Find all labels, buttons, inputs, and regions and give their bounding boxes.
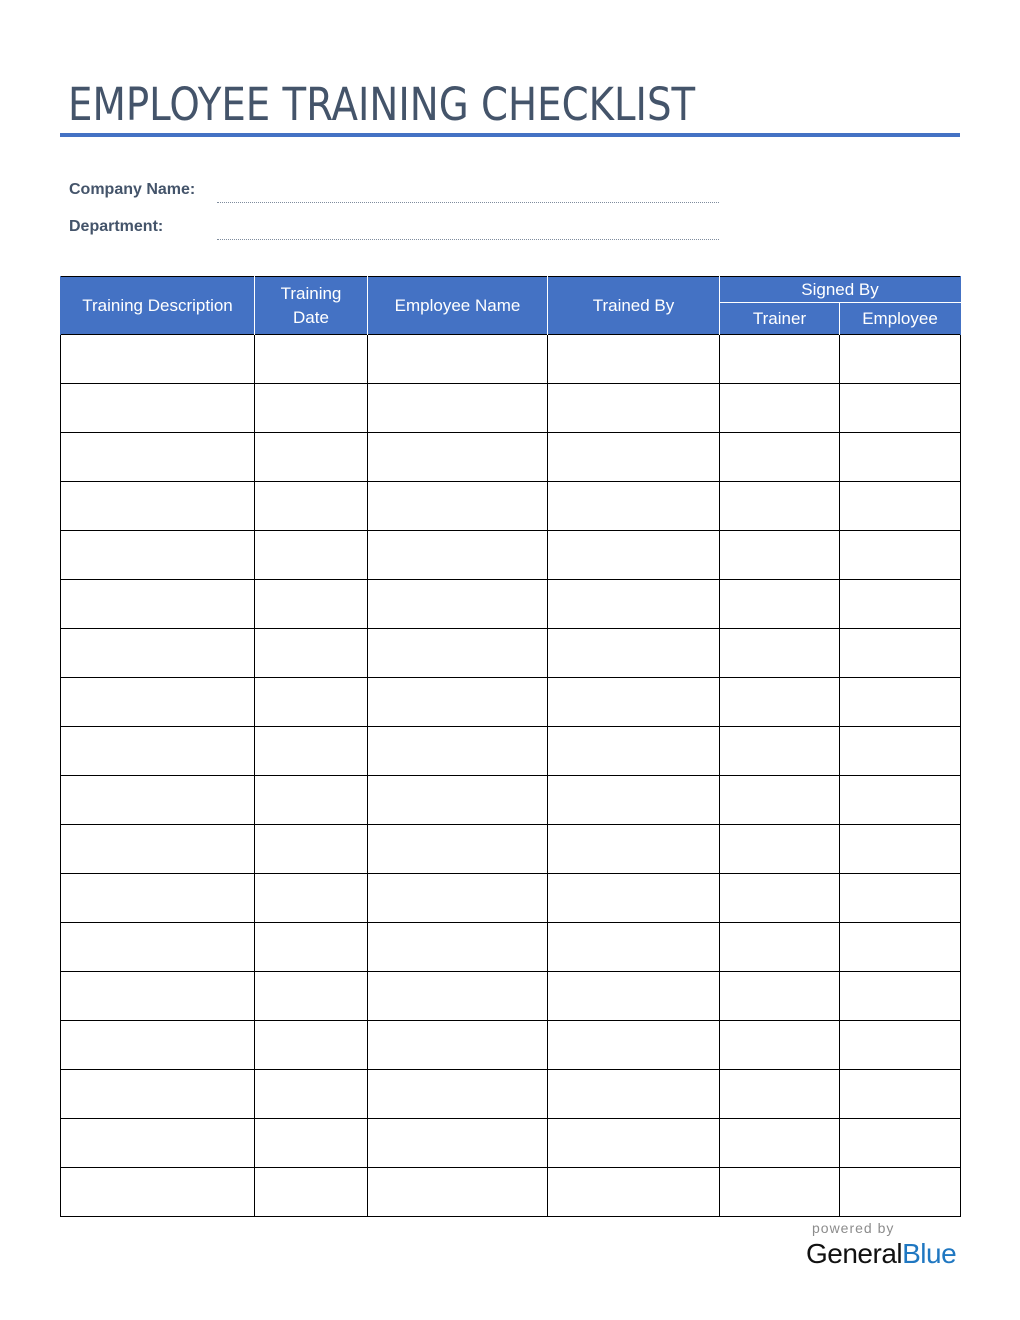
- cell-employee-name[interactable]: [368, 384, 548, 433]
- table-row: [61, 1021, 961, 1070]
- training-checklist-table: [60, 276, 961, 1217]
- cell-employee-name[interactable]: [368, 433, 548, 482]
- brand-logo: [806, 1238, 956, 1270]
- cell-employee-signature[interactable]: [840, 531, 961, 580]
- cell-employee-signature[interactable]: [840, 727, 961, 776]
- cell-employee-signature[interactable]: [840, 874, 961, 923]
- cell-training-date[interactable]: [255, 1119, 368, 1168]
- cell-training-date[interactable]: [255, 1168, 368, 1217]
- cell-trained-by[interactable]: [548, 482, 720, 531]
- table-row: [61, 384, 961, 433]
- header-training-description: Training Description: [61, 277, 255, 335]
- cell-trained-by[interactable]: [548, 629, 720, 678]
- cell-training-date[interactable]: [255, 1070, 368, 1119]
- cell-trained-by[interactable]: [548, 923, 720, 972]
- cell-trainer-signature[interactable]: [720, 727, 840, 776]
- cell-training-date[interactable]: [255, 727, 368, 776]
- cell-training-date[interactable]: [255, 384, 368, 433]
- cell-training-description[interactable]: [61, 531, 255, 580]
- cell-trainer-signature[interactable]: [720, 923, 840, 972]
- cell-employee-name[interactable]: [368, 580, 548, 629]
- header-trained-by: Trained By: [548, 277, 720, 335]
- cell-trained-by[interactable]: [548, 972, 720, 1021]
- header-signed-by: Signed By: [720, 277, 961, 303]
- table-row: [61, 531, 961, 580]
- cell-trained-by[interactable]: [548, 874, 720, 923]
- cell-trained-by[interactable]: [548, 384, 720, 433]
- cell-employee-name[interactable]: [368, 727, 548, 776]
- cell-employee-name[interactable]: [368, 1021, 548, 1070]
- title-underline: [60, 133, 960, 137]
- table-row: [61, 678, 961, 727]
- cell-employee-signature[interactable]: [840, 335, 961, 384]
- cell-training-description[interactable]: [61, 678, 255, 727]
- cell-employee-signature[interactable]: [840, 1021, 961, 1070]
- cell-employee-name[interactable]: [368, 678, 548, 727]
- cell-training-date[interactable]: [255, 923, 368, 972]
- table-row: [61, 482, 961, 531]
- cell-trainer-signature[interactable]: [720, 776, 840, 825]
- cell-trainer-signature[interactable]: [720, 629, 840, 678]
- cell-training-description[interactable]: [61, 482, 255, 531]
- table-row: [61, 825, 961, 874]
- cell-trainer-signature[interactable]: [720, 1119, 840, 1168]
- cell-trainer-signature[interactable]: [720, 678, 840, 727]
- cell-employee-signature[interactable]: [840, 384, 961, 433]
- page-title: EMPLOYEE TRAINING CHECKLIST: [68, 78, 696, 131]
- table-row: [61, 335, 961, 384]
- cell-trainer-signature[interactable]: [720, 580, 840, 629]
- cell-trained-by[interactable]: [548, 531, 720, 580]
- cell-training-date[interactable]: [255, 482, 368, 531]
- department-field[interactable]: [217, 239, 719, 240]
- table-row: [61, 1168, 961, 1217]
- table-row: [61, 433, 961, 482]
- cell-employee-name[interactable]: [368, 825, 548, 874]
- cell-employee-name[interactable]: [368, 1119, 548, 1168]
- cell-trainer-signature[interactable]: [720, 972, 840, 1021]
- department-label: Department:: [69, 218, 164, 235]
- cell-trainer-signature[interactable]: [720, 1168, 840, 1217]
- cell-employee-signature[interactable]: [840, 825, 961, 874]
- cell-trained-by[interactable]: [548, 580, 720, 629]
- cell-training-description[interactable]: [61, 776, 255, 825]
- cell-employee-name[interactable]: [368, 629, 548, 678]
- cell-trained-by[interactable]: [548, 335, 720, 384]
- header-training-date-line2: Date: [293, 307, 329, 327]
- cell-training-date[interactable]: [255, 1021, 368, 1070]
- cell-employee-signature[interactable]: [840, 1168, 961, 1217]
- cell-training-date[interactable]: [255, 335, 368, 384]
- cell-trainer-signature[interactable]: [720, 384, 840, 433]
- cell-employee-name[interactable]: [368, 531, 548, 580]
- cell-trained-by[interactable]: [548, 433, 720, 482]
- table-row: [61, 972, 961, 1021]
- cell-training-description[interactable]: [61, 825, 255, 874]
- cell-trainer-signature[interactable]: [720, 1021, 840, 1070]
- company-name-label: Company Name:: [69, 181, 196, 198]
- cell-trainer-signature[interactable]: [720, 482, 840, 531]
- cell-employee-signature[interactable]: [840, 678, 961, 727]
- cell-training-description[interactable]: [61, 580, 255, 629]
- cell-employee-name[interactable]: [368, 776, 548, 825]
- cell-training-description[interactable]: [61, 923, 255, 972]
- table-row: [61, 923, 961, 972]
- cell-training-description[interactable]: [61, 384, 255, 433]
- header-training-date: [255, 277, 368, 335]
- cell-trainer-signature[interactable]: [720, 1070, 840, 1119]
- cell-training-description[interactable]: [61, 1021, 255, 1070]
- cell-training-date[interactable]: [255, 776, 368, 825]
- table-row: [61, 874, 961, 923]
- cell-trained-by[interactable]: [548, 825, 720, 874]
- company-name-field[interactable]: [217, 202, 719, 203]
- cell-training-description[interactable]: [61, 433, 255, 482]
- cell-training-date[interactable]: [255, 433, 368, 482]
- cell-trained-by[interactable]: [548, 727, 720, 776]
- cell-training-date[interactable]: [255, 629, 368, 678]
- cell-training-date[interactable]: [255, 825, 368, 874]
- table-row: [61, 776, 961, 825]
- cell-trained-by[interactable]: [548, 1168, 720, 1217]
- header-employee: Employee: [840, 303, 961, 335]
- cell-employee-name[interactable]: [368, 923, 548, 972]
- table-row: [61, 580, 961, 629]
- cell-employee-name[interactable]: [368, 1070, 548, 1119]
- cell-employee-name[interactable]: [368, 1168, 548, 1217]
- cell-employee-name[interactable]: [368, 874, 548, 923]
- cell-employee-signature[interactable]: [840, 580, 961, 629]
- cell-training-date[interactable]: [255, 972, 368, 1021]
- cell-training-date[interactable]: [255, 531, 368, 580]
- cell-training-date[interactable]: [255, 678, 368, 727]
- cell-trained-by[interactable]: [548, 1119, 720, 1168]
- cell-training-date[interactable]: [255, 874, 368, 923]
- cell-employee-signature[interactable]: [840, 433, 961, 482]
- cell-employee-name[interactable]: [368, 972, 548, 1021]
- cell-employee-signature[interactable]: [840, 776, 961, 825]
- cell-training-description[interactable]: [61, 1168, 255, 1217]
- cell-training-date[interactable]: [255, 580, 368, 629]
- cell-training-description[interactable]: [61, 874, 255, 923]
- table-row: [61, 629, 961, 678]
- table-body: [61, 335, 961, 1217]
- cell-training-description[interactable]: [61, 1119, 255, 1168]
- cell-employee-signature[interactable]: [840, 1070, 961, 1119]
- cell-trained-by[interactable]: [548, 1070, 720, 1119]
- cell-employee-signature[interactable]: [840, 972, 961, 1021]
- cell-trainer-signature[interactable]: [720, 433, 840, 482]
- table-row: [61, 1070, 961, 1119]
- cell-trainer-signature[interactable]: [720, 825, 840, 874]
- brand-general: General: [806, 1238, 903, 1269]
- cell-training-description[interactable]: [61, 1070, 255, 1119]
- cell-employee-signature[interactable]: [840, 1119, 961, 1168]
- header-trainer: Trainer: [720, 303, 840, 335]
- cell-employee-name[interactable]: [368, 335, 548, 384]
- cell-training-description[interactable]: [61, 972, 255, 1021]
- header-employee-name: Employee Name: [368, 277, 548, 335]
- cell-trainer-signature[interactable]: [720, 531, 840, 580]
- cell-trained-by[interactable]: [548, 776, 720, 825]
- cell-employee-signature[interactable]: [840, 923, 961, 972]
- cell-trainer-signature[interactable]: [720, 335, 840, 384]
- table-row: [61, 1119, 961, 1168]
- cell-employee-signature[interactable]: [840, 482, 961, 531]
- cell-employee-signature[interactable]: [840, 629, 961, 678]
- cell-trained-by[interactable]: [548, 678, 720, 727]
- cell-employee-name[interactable]: [368, 482, 548, 531]
- header-training-date-line1: Training: [280, 283, 342, 303]
- cell-trainer-signature[interactable]: [720, 874, 840, 923]
- cell-trained-by[interactable]: [548, 1021, 720, 1070]
- cell-training-description[interactable]: [61, 629, 255, 678]
- cell-training-description[interactable]: [61, 727, 255, 776]
- table-row: [61, 727, 961, 776]
- powered-by-text: powered by: [812, 1220, 895, 1236]
- cell-training-description[interactable]: [61, 335, 255, 384]
- brand-blue: Blue: [902, 1238, 957, 1269]
